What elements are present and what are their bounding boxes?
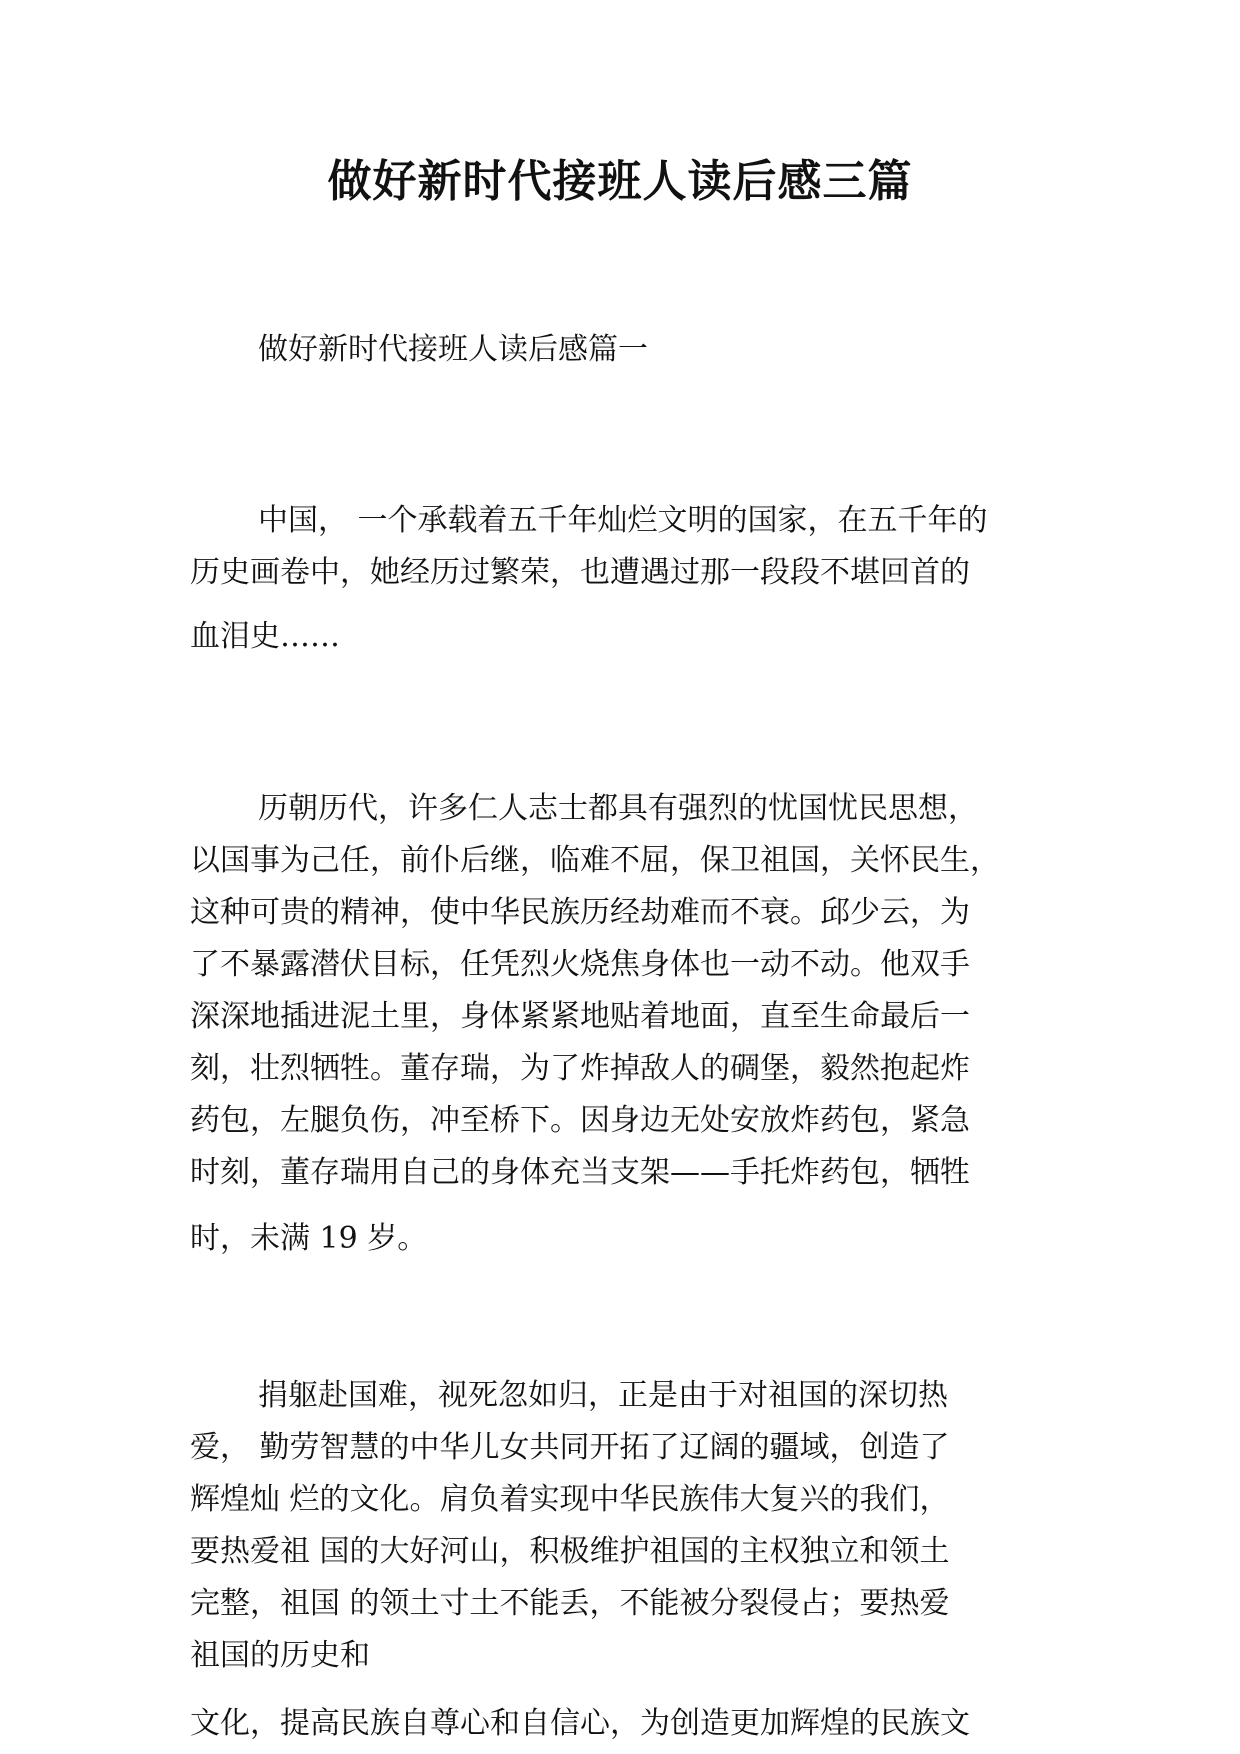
paragraph-line: 了不暴露潜伏目标，任凭烈火烧焦身体也一动不动。他双手 (190, 947, 970, 982)
paragraph-line: 捐躯赴国难，视死忽如归，正是由于对祖国的深切热 (258, 1378, 948, 1413)
paragraph-line: 历朝历代，许多仁人志士都具有强烈的忧国忧民思想， (258, 791, 978, 826)
paragraph-line: 爱， 勤劳智慧的中华儿女共同开拓了辽阔的疆域，创造了 (190, 1430, 950, 1465)
paragraph-line: 刻，壮烈牺牲。董存瑞，为了炸掉敌人的碉堡，毅然抱起炸 (190, 1051, 970, 1086)
paragraph-line: 以国事为己任，前仆后继，临难不屈，保卫祖国，关怀民生， (190, 843, 1000, 878)
paragraph-1 (190, 495, 1070, 663)
paragraph-line: 要热爱祖 国的大好河山，积极维护祖国的主权独立和领土 (190, 1534, 950, 1569)
paragraph-line: 时刻，董存瑞用自己的身体充当支架——手托炸药包，牺牲 (190, 1155, 970, 1190)
paragraph-line: 祖国的历史和 (190, 1638, 370, 1673)
paragraph-line: 文化，提高民族自尊心和自信心，为创造更加辉煌的民族文 (190, 1706, 970, 1741)
paragraph-line: 深深地插进泥土里，身体紧紧地贴着地面，直至生命最后一 (190, 999, 970, 1034)
paragraph-3 (190, 1370, 1070, 1750)
paragraph-line: 辉煌灿 烂的文化。肩负着实现中华民族伟大复兴的我们， (190, 1482, 950, 1517)
paragraph-line: 时，未满 19 岁。 (190, 1221, 428, 1256)
paragraph-line: 历史画卷中，她经历过繁荣，也遭遇过那一段段不堪回首的 (190, 555, 970, 590)
section-heading: 做好新时代接班人读后感篇一 (258, 332, 648, 367)
paragraph-line: 完整，祖国 的领土寸土不能丢，不能被分裂侵占；要热爱 (190, 1586, 950, 1621)
paragraph-2 (190, 783, 1070, 1265)
paragraph-line: 这种可贵的精神，使中华民族历经劫难而不衰。邱少云，为 (190, 895, 970, 930)
paragraph-line: 药包，左腿负伤，冲至桥下。因身边无处安放炸药包，紧急 (190, 1103, 970, 1138)
paragraph-line: 血泪史…… (190, 619, 340, 654)
paragraph-line: 中国， 一个承载着五千年灿烂文明的国家，在五千年的 (258, 503, 988, 538)
document-title: 做好新时代接班人读后感三篇 (327, 156, 913, 207)
